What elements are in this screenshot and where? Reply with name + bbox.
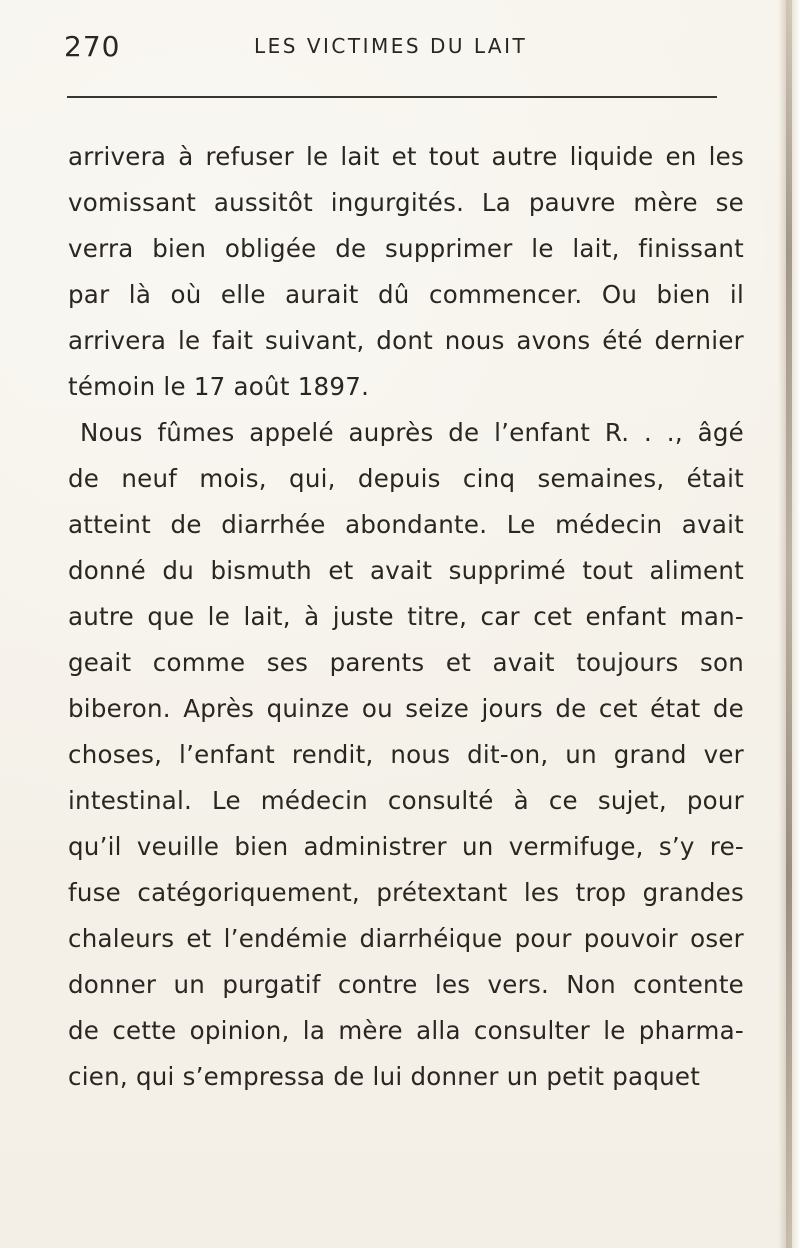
body-text: [68, 134, 744, 1100]
text-line: arrivera le fait suivant, dont nous avons été dernier: [68, 326, 744, 355]
text-line: de cette opinion, la mère alla consulter le pharma-: [68, 1016, 744, 1045]
text-line: donné du bismuth et avait supprimé tout aliment: [68, 556, 744, 585]
text-line: intestinal. Le médecin consulté à ce sujet, pour: [68, 786, 744, 815]
text-line: vomissant aussitôt ingurgités. La pauvre mère se: [68, 188, 744, 217]
text-line: verra bien obligée de supprimer le lait, finissant: [68, 234, 744, 263]
header-rule: [67, 96, 717, 98]
text-line: témoin le 17 août 1897.: [68, 372, 370, 401]
page-binding-shadow: [786, 0, 792, 1248]
text-line: chaleurs et l’endémie diarrhéique pour pouvoir oser: [68, 924, 744, 953]
text-line: arrivera à refuser le lait et tout autre liquide en les: [68, 142, 744, 171]
text-line: donner un purgatif contre les vers. Non contente: [68, 970, 744, 999]
text-line: Nous fûmes appelé auprès de l’enfant R. . ., âgé: [80, 418, 744, 447]
text-line: atteint de diarrhée abondante. Le médecin avait: [68, 510, 744, 539]
running-title: LES VICTIMES DU LAIT: [254, 34, 528, 58]
text-line: choses, l’enfant rendit, nous dit-on, un grand ver: [68, 740, 744, 769]
text-line: biberon. Après quinze ou seize jours de cet état de: [68, 694, 744, 723]
text-line: par là où elle aurait dû commencer. Ou bien il: [68, 280, 744, 309]
text-line: fuse catégoriquement, prétextant les trop grandes: [68, 878, 744, 907]
text-line: cien, qui s’empressa de lui donner un petit paquet: [68, 1062, 701, 1091]
text-line: qu’il veuille bien administrer un vermifuge, s’y re-: [68, 832, 744, 861]
text-line: de neuf mois, qui, depuis cinq semaines, était: [68, 464, 744, 493]
page-number: 270: [64, 30, 121, 63]
page-header: [64, 30, 724, 70]
text-line: geait comme ses parents et avait toujours son: [68, 648, 744, 677]
text-line: autre que le lait, à juste titre, car cet enfant man-: [68, 602, 744, 631]
